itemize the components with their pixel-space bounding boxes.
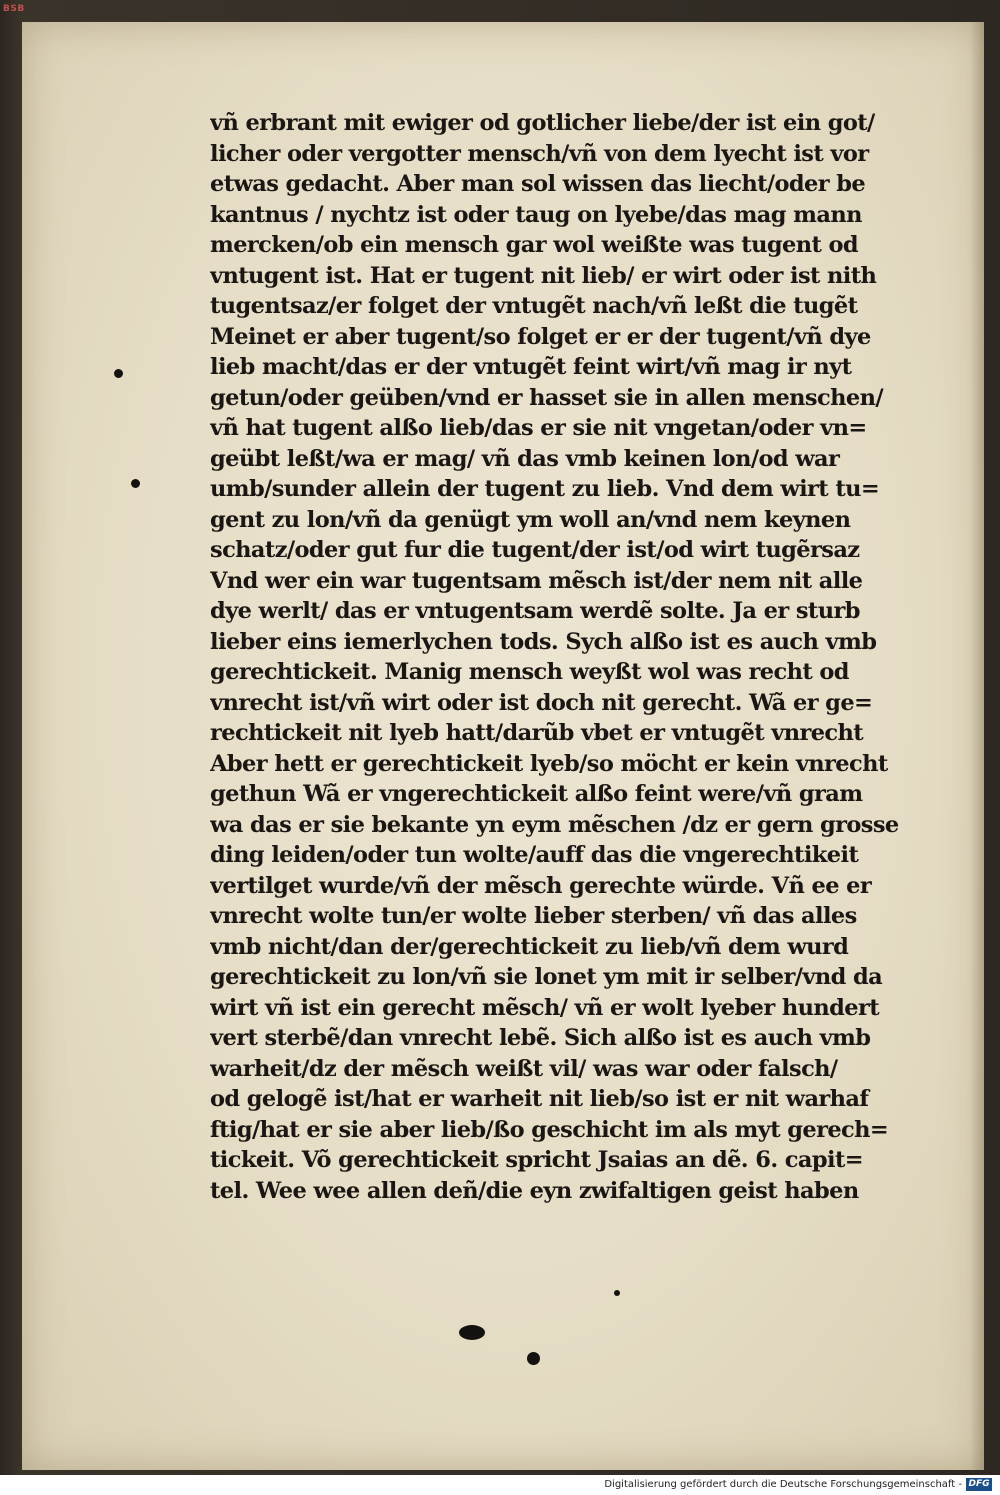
text-line: geübt leßt/wa er mag/ vñ das vmb keinen lon/od war [210,445,840,472]
text-line: vmb nicht/dan der/gerechtickeit zu lieb/vñ dem wurd [210,933,849,960]
text-line: vertilget wurde/vñ der mẽsch gerechte würde. Vñ ee er [210,872,872,899]
text-line: schatz/oder gut fur die tugent/der ist/od wirt tugẽrsaz [210,537,860,563]
text-line: gethun Wã er vngerechtickeit alßo feint were/vñ gram [210,781,863,807]
text-line: Vnd wer ein war tugentsam mẽsch ist/der nem nit alle [210,567,863,594]
library-mark: BSB [3,4,25,14]
page-edge-shadow [970,22,984,1470]
text-line: kantnus / nychtz ist oder taug on lyebe/das mag mann [210,201,862,228]
text-line: vñ hat tugent alßo lieb/das er sie nit vngetan/oder vn= [210,415,867,441]
text-line: tickeit. Võ gerechtickeit spricht Jsaias an dẽ. 6. capit= [210,1147,863,1173]
text-line: ftig/hat er sie aber lieb/ßo geschicht im als myt gerech= [210,1116,889,1143]
text-line: mercken/ob ein mensch gar wol weißte was tugent od [210,232,859,258]
footer-bar [0,1475,1000,1495]
ink-spot [131,479,140,488]
text-line: gerechtickeit zu lon/vñ sie lonet ym mit ir selber/vnd da [210,964,883,990]
text-line: getun/oder geüben/vnd er hasset sie in allen menschen/ [210,384,883,411]
page-text-block [210,108,900,1206]
text-line: etwas gedacht. Aber man sol wissen das liecht/oder be [210,171,866,197]
funding-credit: Digitalisierung gefördert durch die Deutsche Forschungsgemeinschaft - [604,1479,962,1490]
text-line: vñ erbrant mit ewiger od gotlicher liebe/der ist ein got/ [210,110,875,136]
text-line: wa das er sie bekante yn eym mẽschen /dz er gern grosse [210,811,899,838]
text-line: tugentsaz/er folget der vntugẽt nach/vñ leßt die tugẽt [210,293,858,319]
ink-spot [114,369,123,378]
text-line: Aber hett er gerechtickeit lyeb/so möcht er kein vnrecht [210,750,888,777]
text-line: ding leiden/oder tun wolte/auff das die vngerechtikeit [210,842,859,868]
ink-spot [459,1325,485,1340]
text-line: vntugent ist. Hat er tugent nit lieb/ er wirt oder ist nith [210,262,877,289]
text-line: vnrecht wolte tun/er wolte lieber sterben/ vñ das alles [210,903,857,929]
text-line: umb/sunder allein der tugent zu lieb. Vnd dem wirt tu= [210,476,880,502]
text-line: tel. Wee wee allen deñ/die eyn zwifaltigen geist haben [210,1177,859,1204]
ink-spot [614,1290,620,1296]
text-line: od gelogẽ ist/hat er warheit nit lieb/so ist er nit warhaf [210,1086,869,1112]
text-line: vert sterbẽ/dan vnrecht lebẽ. Sich alßo ist es auch vmb [210,1025,871,1051]
text-line: warheit/dz der mẽsch weißt vil/ was war oder falsch/ [210,1055,838,1082]
text-line: vnrecht ist/vñ wirt oder ist doch nit gerecht. Wã er ge= [210,689,873,716]
text-line: lieber eins iemerlychen tods. Sych alßo ist es auch vmb [210,628,877,655]
dfg-logo: DFG [966,1478,992,1491]
text-line: rechtickeit nit lyeb hatt/darũb vbet er vntugẽt vnrecht [210,720,864,746]
text-line: wirt vñ ist ein gerecht mẽsch/ vñ er wolt lyeber hundert [210,994,880,1021]
ink-spot [527,1352,540,1365]
text-line: lieb macht/das er der vntugẽt feint wirt/vñ mag ir nyt [210,354,852,380]
text-line: gerechtickeit. Manig mensch weyßt wol was recht od [210,659,849,685]
text-line: Meinet er aber tugent/so folget er er der tugent/vñ dye [210,323,871,350]
text-line: dye werlt/ das er vntugentsam werdẽ solte. Ja er sturb [210,598,860,624]
text-line: licher oder vergotter mensch/vñ von dem lyecht ist vor [210,140,869,167]
text-line: gent zu lon/vñ da genügt ym woll an/vnd nem keynen [210,506,851,533]
